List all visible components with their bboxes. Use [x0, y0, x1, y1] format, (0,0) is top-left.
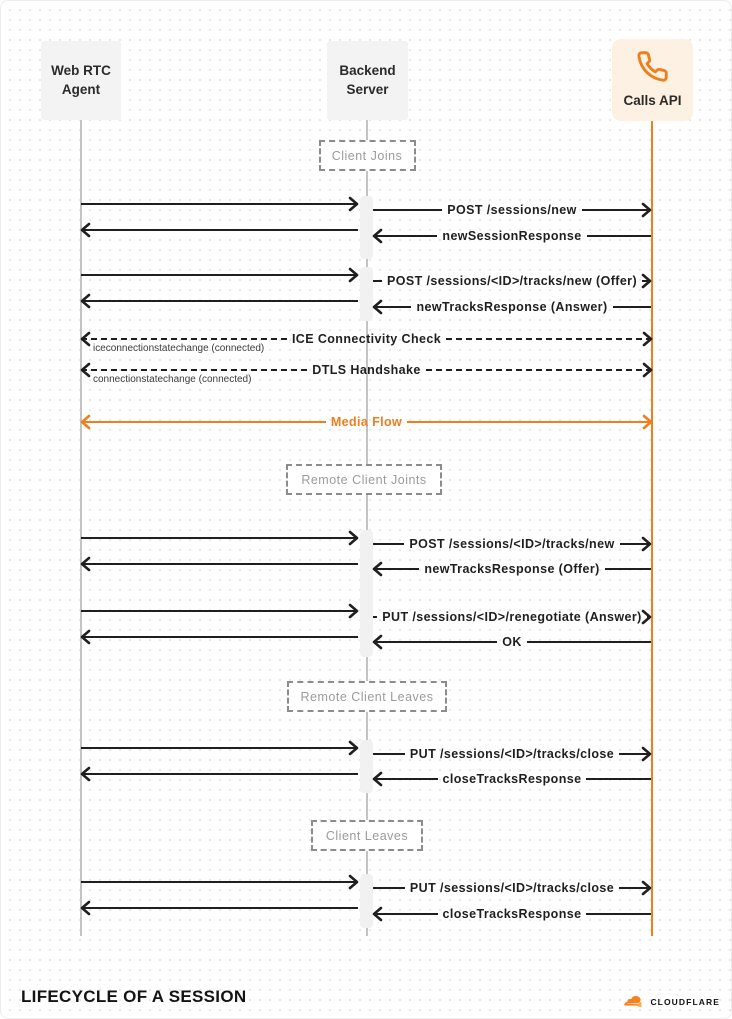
phase-label: Remote Client Leaves	[300, 689, 434, 704]
message-line	[586, 778, 651, 780]
arrowhead-icon	[371, 771, 384, 788]
message-plain-arrow	[81, 873, 358, 891]
arrowhead-icon	[371, 906, 384, 923]
message-label: POST /sessions/new	[447, 203, 577, 217]
message-label: Media Flow	[330, 415, 403, 429]
message-plain-arrow	[81, 266, 358, 284]
arrowhead-icon	[347, 603, 360, 620]
message-plain-arrow	[81, 221, 358, 239]
message-label: OK	[502, 635, 522, 649]
event-callback-label: iceconnectionstatechange (connected)	[93, 343, 265, 354]
phase-client-joins	[319, 140, 416, 171]
message-line	[373, 209, 442, 211]
message-label: PUT /sessions/<ID>/renegotiate (Answer)	[382, 610, 642, 624]
message-line	[446, 338, 652, 340]
message-label: PUT /sessions/<ID>/tracks/close	[409, 747, 615, 761]
message-plain-arrow	[81, 739, 358, 757]
phase-label: Client Joins	[331, 148, 403, 163]
message-label: newTracksResponse (Answer)	[416, 300, 608, 314]
arrowhead-icon	[371, 228, 384, 245]
message-post-sessions-id-tracks-new	[373, 535, 651, 553]
message-line	[81, 881, 358, 883]
message-line	[81, 203, 358, 205]
arrowhead-icon	[79, 222, 92, 239]
message-line	[81, 229, 358, 231]
message-label: closeTracksResponse	[442, 772, 582, 786]
message-line	[81, 773, 358, 775]
message-line	[81, 421, 326, 423]
arrowhead-icon	[79, 293, 92, 310]
arrowhead-icon	[347, 740, 360, 757]
arrowhead-icon	[79, 629, 92, 646]
arrowhead-icon	[641, 362, 654, 379]
message-line	[373, 543, 404, 545]
phase-client-leaves	[311, 820, 423, 851]
arrowhead-icon	[79, 362, 92, 379]
message-line	[586, 913, 651, 915]
cloudflare-cloud-icon	[623, 996, 647, 1008]
phase-remote-client-joints	[286, 464, 442, 495]
arrowhead-icon	[371, 561, 384, 578]
message-line	[373, 641, 497, 643]
message-line	[81, 636, 358, 638]
arrowhead-icon	[371, 299, 384, 316]
message-put-sessions-id-tracks-close	[373, 879, 651, 897]
arrowhead-icon	[641, 414, 654, 431]
message-plain-arrow	[81, 195, 358, 213]
message-label: POST /sessions/<ID>/tracks/new (Offer)	[387, 274, 638, 288]
message-ice-connectivity-check	[81, 330, 652, 354]
message-label: newSessionResponse	[442, 229, 582, 243]
message-line	[373, 280, 382, 282]
arrowhead-icon	[640, 609, 653, 626]
message-line	[373, 887, 405, 889]
message-label: newTracksResponse (Offer)	[424, 562, 600, 576]
message-line	[587, 235, 651, 237]
message-plain-arrow	[81, 628, 358, 646]
arrowhead-icon	[347, 196, 360, 213]
arrowhead-icon	[640, 536, 653, 553]
actor-backend-server-label: Backend Server	[339, 62, 396, 97]
message-label: PUT /sessions/<ID>/tracks/close	[409, 881, 615, 895]
message-line	[81, 563, 358, 565]
arrowhead-icon	[79, 900, 92, 917]
phase-remote-client-leaves	[287, 681, 447, 712]
message-label: DTLS Handshake	[312, 363, 421, 377]
message-line	[81, 369, 307, 371]
cloudflare-logo	[623, 996, 720, 1008]
message-label: closeTracksResponse	[442, 907, 582, 921]
message-newsessionresponse	[373, 227, 651, 245]
arrowhead-icon	[641, 331, 654, 348]
message-line	[613, 306, 651, 308]
phase-label: Client Leaves	[325, 828, 409, 843]
message-plain-arrow	[81, 602, 358, 620]
event-callback-label: connectionstatechange (connected)	[93, 374, 252, 385]
lifeline-calls	[651, 120, 653, 936]
message-plain-arrow	[81, 529, 358, 547]
arrowhead-icon	[79, 766, 92, 783]
arrowhead-icon	[347, 874, 360, 891]
message-media-flow	[81, 413, 652, 431]
actor-calls-api-label: Calls API	[623, 92, 682, 108]
arrowhead-icon	[640, 273, 653, 290]
arrowhead-icon	[371, 634, 384, 651]
message-line	[373, 753, 405, 755]
message-line	[81, 907, 358, 909]
message-line	[407, 421, 652, 423]
message-dtls-handshake	[81, 361, 652, 385]
message-ok	[373, 633, 651, 651]
message-plain-arrow	[81, 292, 358, 310]
actor-webrtc-agent-label: Web RTC Agent	[51, 62, 111, 97]
arrowhead-icon	[79, 556, 92, 573]
message-newtracksresponse-answer	[373, 298, 651, 316]
message-line	[81, 338, 287, 340]
message-plain-arrow	[81, 765, 358, 783]
page-title: LIFECYCLE OF A SESSION	[21, 987, 247, 1006]
arrowhead-icon	[640, 880, 653, 897]
message-plain-arrow	[81, 899, 358, 917]
message-put-sessions-id-tracks-close	[373, 745, 651, 763]
message-closetracksresponse	[373, 905, 651, 923]
phone-icon	[636, 50, 669, 83]
message-line	[81, 747, 358, 749]
lifeline-webrtc	[80, 120, 82, 936]
arrowhead-icon	[347, 530, 360, 547]
message-line	[81, 610, 358, 612]
phase-label: Remote Client Joints	[301, 472, 427, 487]
message-line	[426, 369, 652, 371]
message-closetracksresponse	[373, 770, 651, 788]
message-label: POST /sessions/<ID>/tracks/new	[409, 537, 615, 551]
message-label: ICE Connectivity Check	[291, 332, 442, 346]
message-newtracksresponse-offer	[373, 560, 651, 578]
message-post-sessions-new	[373, 201, 651, 219]
message-line	[81, 274, 358, 276]
actor-backend-server	[327, 41, 408, 120]
message-post-sessions-id-tracks-new-offer	[373, 272, 651, 290]
message-put-sessions-id-renegotiate-answer	[373, 608, 651, 626]
message-line	[527, 641, 651, 643]
arrowhead-icon	[347, 267, 360, 284]
message-line	[81, 537, 358, 539]
actor-webrtc-agent	[41, 41, 121, 120]
actor-calls-api	[612, 39, 693, 121]
message-line	[81, 300, 358, 302]
arrowhead-icon	[640, 746, 653, 763]
arrowhead-icon	[640, 202, 653, 219]
arrowhead-icon	[79, 331, 92, 348]
message-line	[605, 568, 651, 570]
message-plain-arrow	[81, 555, 358, 573]
arrowhead-icon	[79, 414, 92, 431]
cloudflare-logo-text: CLOUDFLARE	[650, 997, 720, 1007]
